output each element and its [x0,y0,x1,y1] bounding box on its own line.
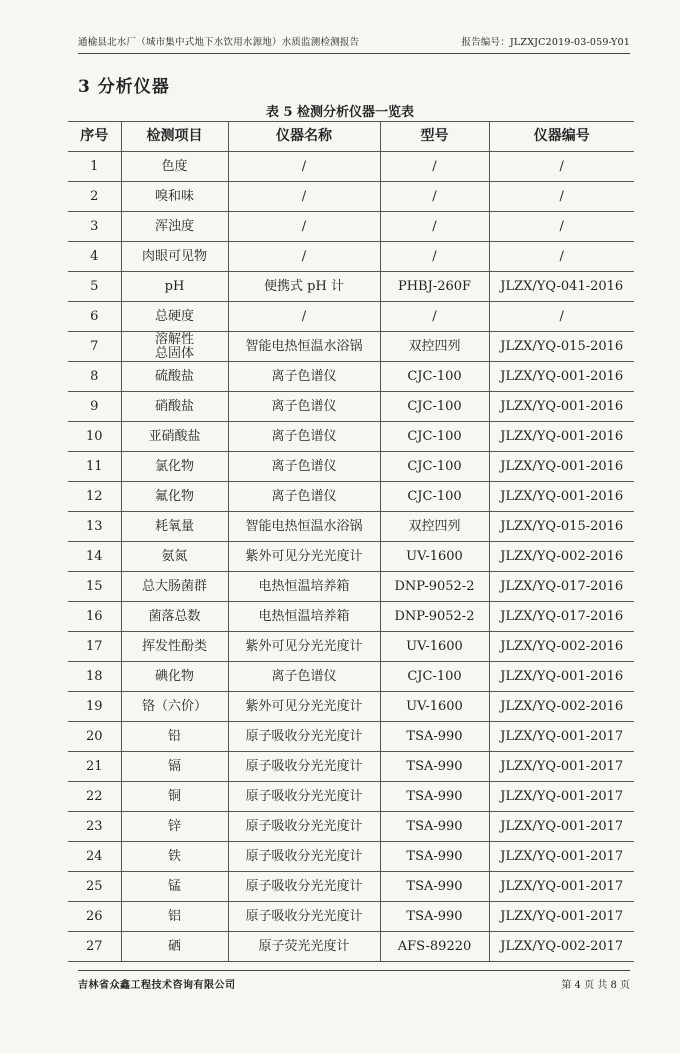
cell-instrument: / [228,182,380,212]
cell-instrument: 智能电热恒温水浴锅 [228,332,380,362]
cell-model: CJC-100 [380,452,489,482]
table-row [68,842,634,872]
table-row [68,902,634,932]
cell-item: 硫酸盐 [121,362,228,392]
cell-item: 硒 [121,932,228,962]
cell-serial: JLZX/YQ-017-2016 [489,572,634,602]
cell-model: 双控四列 [380,512,489,542]
table-row [68,152,634,182]
page-footer [78,970,630,991]
cell-instrument: 原子吸收分光光度计 [228,812,380,842]
cell-model: UV-1600 [380,692,489,722]
cell-serial: JLZX/YQ-041-2016 [489,272,634,302]
cell-index: 13 [68,512,121,542]
cell-instrument: 原子吸收分光光度计 [228,842,380,872]
cell-serial: / [489,302,634,332]
cell-item: 碘化物 [121,662,228,692]
cell-index: 9 [68,392,121,422]
report-number: 报告编号：JLZXJC2019-03-059-Y01 [461,37,630,48]
cell-instrument: 紫外可见分光光度计 [228,542,380,572]
table-row [68,812,634,842]
table-row [68,722,634,752]
cell-item: 硝酸盐 [121,392,228,422]
cell-instrument: 原子吸收分光光度计 [228,902,380,932]
col-header-item: 检测项目 [121,122,228,152]
cell-index: 25 [68,872,121,902]
cell-index: 5 [68,272,121,302]
cell-model: AFS-89220 [380,932,489,962]
table-row [68,932,634,962]
cell-model: / [380,182,489,212]
cell-model: PHBJ-260F [380,272,489,302]
instrument-table [68,121,634,962]
cell-item: 铁 [121,842,228,872]
table-row [68,782,634,812]
cell-item: 铅 [121,722,228,752]
section-title: 3 分析仪器 [78,77,170,97]
table-row [68,272,634,302]
cell-instrument: 离子色谱仪 [228,422,380,452]
cell-serial: JLZX/YQ-001-2016 [489,482,634,512]
cell-index: 15 [68,572,121,602]
table-row [68,422,634,452]
table-row [68,692,634,722]
cell-model: 双控四列 [380,332,489,362]
cell-instrument: 离子色谱仪 [228,482,380,512]
cell-item: 亚硝酸盐 [121,422,228,452]
cell-item: 溶解性 总固体 [121,332,228,362]
cell-model: TSA-990 [380,752,489,782]
cell-item: 铝 [121,902,228,932]
cell-model: CJC-100 [380,392,489,422]
cell-index: 10 [68,422,121,452]
cell-model: CJC-100 [380,662,489,692]
cell-index: 14 [68,542,121,572]
cell-item: 菌落总数 [121,602,228,632]
cell-index: 21 [68,752,121,782]
cell-serial: JLZX/YQ-002-2016 [489,632,634,662]
cell-serial: JLZX/YQ-001-2017 [489,842,634,872]
cell-index: 16 [68,602,121,632]
page-number: 第 4 页 共 8 页 [561,980,630,991]
cell-item: 色度 [121,152,228,182]
cell-item: 总硬度 [121,302,228,332]
cell-index: 3 [68,212,121,242]
cell-instrument: 离子色谱仪 [228,392,380,422]
cell-item: 铜 [121,782,228,812]
cell-index: 19 [68,692,121,722]
table-row [68,572,634,602]
table-row [68,512,634,542]
cell-serial: JLZX/YQ-002-2016 [489,542,634,572]
cell-item: 挥发性酚类 [121,632,228,662]
cell-index: 7 [68,332,121,362]
table-row [68,392,634,422]
cell-serial: / [489,242,634,272]
table-row [68,662,634,692]
cell-serial: JLZX/YQ-001-2017 [489,812,634,842]
cell-index: 23 [68,812,121,842]
cell-item: 氨氮 [121,542,228,572]
cell-model: CJC-100 [380,482,489,512]
cell-model: CJC-100 [380,362,489,392]
cell-serial: JLZX/YQ-002-2016 [489,692,634,722]
cell-model: TSA-990 [380,872,489,902]
cell-serial: JLZX/YQ-001-2017 [489,782,634,812]
table-row [68,542,634,572]
table-header-row [68,122,634,152]
cell-index: 4 [68,242,121,272]
cell-serial: JLZX/YQ-001-2016 [489,452,634,482]
cell-instrument: 便携式 pH 计 [228,272,380,302]
cell-serial: JLZX/YQ-015-2016 [489,512,634,542]
table-body [68,152,634,962]
cell-serial: JLZX/YQ-001-2017 [489,722,634,752]
cell-instrument: 原子吸收分光光度计 [228,782,380,812]
table-row [68,752,634,782]
cell-serial: / [489,152,634,182]
cell-item: 嗅和味 [121,182,228,212]
cell-model: / [380,242,489,272]
col-header-instrument: 仪器名称 [228,122,380,152]
cell-serial: / [489,212,634,242]
cell-instrument: 电热恒温培养箱 [228,602,380,632]
cell-item: 铬（六价） [121,692,228,722]
cell-serial: JLZX/YQ-001-2017 [489,752,634,782]
cell-serial: / [489,182,634,212]
cell-item: 浑浊度 [121,212,228,242]
cell-item: 耗氧量 [121,512,228,542]
cell-instrument: 原子荧光光度计 [228,932,380,962]
col-header-index: 序号 [68,122,121,152]
report-title: 通榆县北水厂（城市集中式地下水饮用水源地）水质监测检测报告 [78,37,360,48]
cell-serial: JLZX/YQ-001-2017 [489,902,634,932]
cell-serial: JLZX/YQ-002-2017 [489,932,634,962]
cell-model: / [380,152,489,182]
cell-instrument: / [228,302,380,332]
cell-index: 17 [68,632,121,662]
table-caption: 表 5 检测分析仪器一览表 [265,105,415,120]
cell-index: 18 [68,662,121,692]
cell-model: / [380,212,489,242]
table-row [68,302,634,332]
cell-serial: JLZX/YQ-001-2017 [489,872,634,902]
cell-model: TSA-990 [380,842,489,872]
cell-serial: JLZX/YQ-017-2016 [489,602,634,632]
cell-serial: JLZX/YQ-001-2016 [489,362,634,392]
cell-instrument: 紫外可见分光光度计 [228,632,380,662]
table-row [68,632,634,662]
cell-instrument: / [228,152,380,182]
table-row [68,332,634,362]
table-row [68,872,634,902]
table-row [68,212,634,242]
cell-index: 2 [68,182,121,212]
table-row [68,242,634,272]
cell-instrument: / [228,212,380,242]
cell-model: CJC-100 [380,422,489,452]
table-row [68,602,634,632]
cell-item: 锌 [121,812,228,842]
cell-index: 20 [68,722,121,752]
cell-instrument: 离子色谱仪 [228,362,380,392]
cell-index: 27 [68,932,121,962]
cell-instrument: 原子吸收分光光度计 [228,872,380,902]
cell-index: 11 [68,452,121,482]
cell-item: 肉眼可见物 [121,242,228,272]
cell-item: 锰 [121,872,228,902]
cell-model: TSA-990 [380,782,489,812]
cell-model: TSA-990 [380,812,489,842]
cell-model: DNP-9052-2 [380,602,489,632]
cell-index: 1 [68,152,121,182]
cell-serial: JLZX/YQ-001-2016 [489,422,634,452]
cell-model: UV-1600 [380,632,489,662]
company-name: 吉林省众鑫工程技术咨询有限公司 [78,980,236,991]
col-header-serial: 仪器编号 [489,122,634,152]
cell-index: 6 [68,302,121,332]
cell-model: TSA-990 [380,722,489,752]
cell-index: 12 [68,482,121,512]
cell-model: DNP-9052-2 [380,572,489,602]
table-row [68,362,634,392]
cell-model: / [380,302,489,332]
table-row [68,182,634,212]
cell-instrument: / [228,242,380,272]
cell-item: 总大肠菌群 [121,572,228,602]
table-row [68,452,634,482]
cell-index: 26 [68,902,121,932]
cell-instrument: 原子吸收分光光度计 [228,752,380,782]
cell-model: UV-1600 [380,542,489,572]
cell-instrument: 离子色谱仪 [228,452,380,482]
cell-instrument: 紫外可见分光光度计 [228,692,380,722]
cell-item: 氯化物 [121,452,228,482]
cell-instrument: 离子色谱仪 [228,662,380,692]
table-row [68,482,634,512]
cell-model: TSA-990 [380,902,489,932]
cell-serial: JLZX/YQ-001-2016 [489,392,634,422]
cell-serial: JLZX/YQ-015-2016 [489,332,634,362]
cell-instrument: 原子吸收分光光度计 [228,722,380,752]
cell-instrument: 电热恒温培养箱 [228,572,380,602]
cell-item: 氟化物 [121,482,228,512]
col-header-model: 型号 [380,122,489,152]
cell-instrument: 智能电热恒温水浴锅 [228,512,380,542]
cell-item: 镉 [121,752,228,782]
cell-index: 22 [68,782,121,812]
cell-item: pH [121,272,228,302]
cell-index: 24 [68,842,121,872]
cell-serial: JLZX/YQ-001-2016 [489,662,634,692]
page-header [78,34,630,54]
cell-index: 8 [68,362,121,392]
